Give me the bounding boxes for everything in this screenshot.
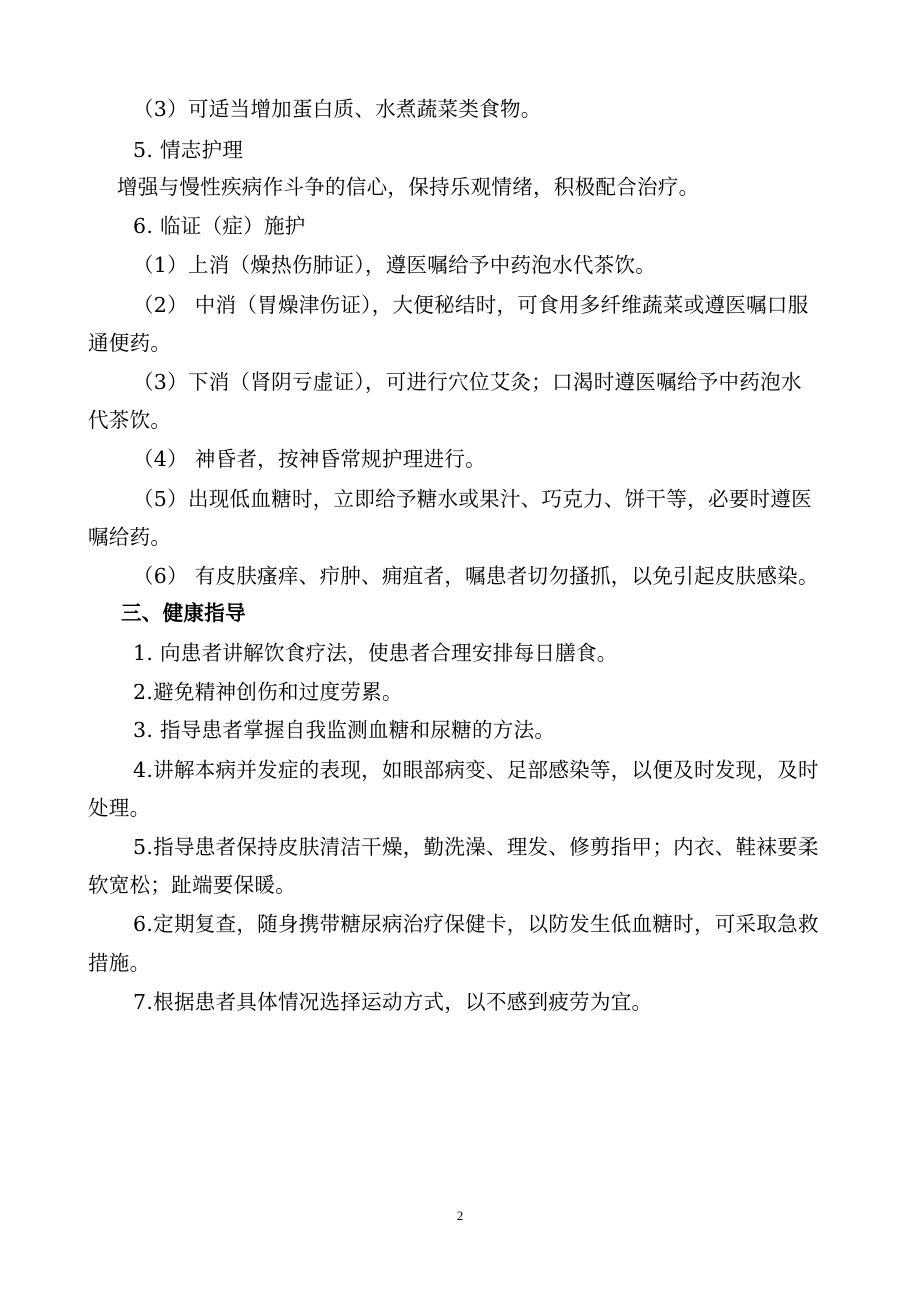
page-number: 2	[456, 1208, 464, 1223]
section-heading: 三、健康指导	[121, 601, 246, 625]
text-line: 5. 情志护理	[133, 138, 244, 162]
text-line: 嘱给药。	[88, 525, 172, 549]
text-line: 通便药。	[88, 331, 172, 355]
text-line: 措施。	[88, 951, 151, 975]
text-line: 软宽松；趾端要保暖。	[88, 873, 296, 897]
text-line: 处理。	[88, 796, 151, 820]
text-line: 1. 向患者讲解饮食疗法，使患者合理安排每日膳食。	[133, 641, 618, 665]
text-line: 2.避免精神创伤和过度劳累。	[133, 680, 403, 704]
text-line: （6） 有皮肤瘙痒、疖肿、痈疽者，嘱患者切勿搔抓，以免引起皮肤感染。	[133, 564, 819, 588]
text-line: 增强与慢性疾病作斗争的信心，保持乐观情绪，积极配合治疗。	[117, 175, 700, 199]
text-line: （3）下消（肾阴亏虚证），可进行穴位艾灸；口渴时遵医嘱给予中药泡水	[133, 370, 802, 394]
text-line: 代茶饮。	[88, 408, 172, 432]
text-line: 6.定期复查，随身携带糖尿病治疗保健卡，以防发生低血糖时，可采取急救	[133, 912, 819, 936]
text-line: （1）上消（燥热伤肺证），遵医嘱给予中药泡水代茶饮。	[133, 253, 657, 277]
text-line: （2） 中消（胃燥津伤证），大便秘结时，可食用多纤维蔬菜或遵医嘱口服	[133, 293, 809, 317]
text-line: （4） 神昏者，按神昏常规护理进行。	[133, 447, 486, 471]
text-line: 7.根据患者具体情况选择运动方式，以不感到疲劳为宜。	[133, 990, 653, 1014]
text-line: 3. 指导患者掌握自我监测血糖和尿糖的方法。	[133, 718, 556, 742]
text-line: （3）可适当增加蛋白质、水煮蔬菜类食物。	[133, 97, 542, 121]
text-line: 6. 临证（症）施护	[133, 214, 306, 238]
text-line: 5.指导患者保持皮肤清洁干燥，勤洗澡、理发、修剪指甲；内衣、鞋袜要柔	[133, 835, 819, 859]
text-line: （5）出现低血糖时，立即给予糖水或果汁、巧克力、饼干等，必要时遵医	[133, 487, 812, 511]
text-line: 4.讲解本病并发症的表现，如眼部病变、足部感染等，以便及时发现，及时	[133, 758, 819, 782]
